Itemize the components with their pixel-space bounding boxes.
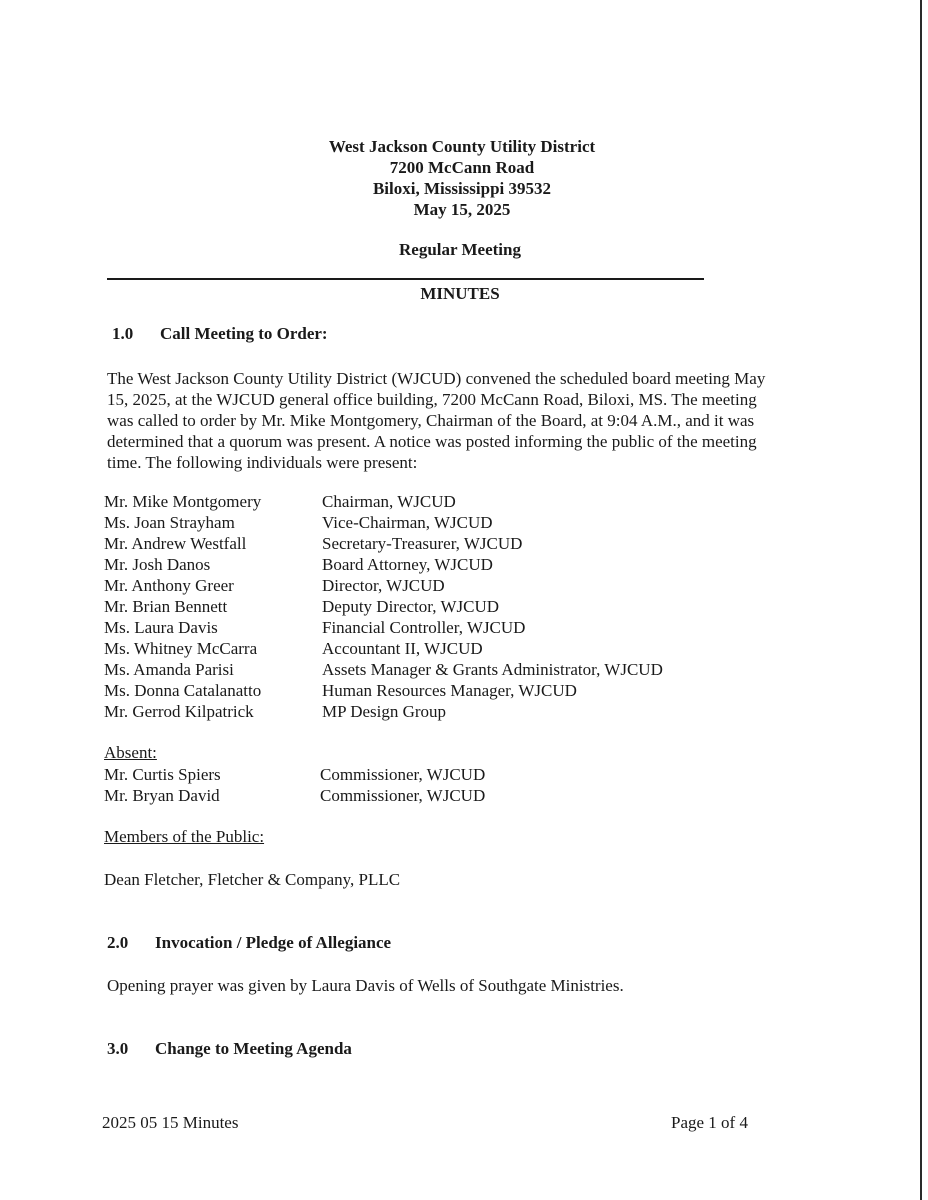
- attendee-title: Commissioner, WJCUD: [320, 765, 486, 784]
- address-line-2: Biloxi, Mississippi 39532: [372, 179, 552, 198]
- meeting-type: Regular Meeting: [399, 240, 521, 259]
- document-header: [0, 136, 928, 220]
- attendee-row: [104, 638, 483, 659]
- attendee-name: Mr. Curtis Spiers: [104, 765, 221, 784]
- meeting-date: May 15, 2025: [413, 200, 511, 219]
- attendee-title: MP Design Group: [322, 702, 447, 721]
- attendee-row: [104, 491, 456, 512]
- paragraph-line: time. The following individuals were present:: [107, 453, 418, 472]
- attendee-name: Ms. Whitney McCarra: [104, 639, 258, 658]
- attendee-name: Mr. Gerrod Kilpatrick: [104, 702, 254, 721]
- absent-label: Absent:: [104, 743, 157, 762]
- attendee-row: [104, 575, 445, 596]
- attendee-title: Financial Controller, WJCUD: [322, 618, 526, 637]
- attendee-name: Ms. Joan Strayham: [104, 513, 235, 532]
- attendee-name: Mr. Josh Danos: [104, 555, 211, 574]
- attendee-row: [104, 680, 577, 701]
- section-heading-2: [107, 933, 391, 953]
- section-title: Invocation / Pledge of Allegiance: [155, 933, 392, 952]
- public-label: Members of the Public:: [104, 827, 265, 846]
- attendee-title: Deputy Director, WJCUD: [322, 597, 499, 616]
- organization-name: West Jackson County Utility District: [328, 137, 596, 156]
- attendee-row: [104, 554, 493, 575]
- attendee-name: Mr. Andrew Westfall: [104, 534, 247, 553]
- address-line-1: 7200 McCann Road: [389, 158, 535, 177]
- attendee-name: Mr. Brian Bennett: [104, 597, 228, 616]
- invocation-text: Opening prayer was given by Laura Davis of Wells of Southgate Ministries.: [107, 976, 624, 995]
- header-divider: [107, 278, 704, 280]
- attendee-title: Human Resources Manager, WJCUD: [322, 681, 577, 700]
- footer-page-number: Page 1 of 4: [671, 1113, 748, 1132]
- public-entry: Dean Fletcher, Fletcher & Company, PLLC: [104, 870, 401, 889]
- attendee-row: [104, 617, 525, 638]
- attendee-title: Chairman, WJCUD: [322, 492, 456, 511]
- attendee-name: Mr. Bryan David: [104, 786, 220, 805]
- attendee-row: [104, 533, 522, 554]
- attendee-name: Ms. Laura Davis: [104, 618, 218, 637]
- document-label: MINUTES: [420, 284, 500, 303]
- paragraph-line: The West Jackson County Utility District (WJCUD) convened the scheduled board meeting May: [107, 369, 766, 388]
- section-title: Change to Meeting Agenda: [155, 1039, 352, 1058]
- attendee-name: Ms. Amanda Parisi: [104, 660, 234, 679]
- paragraph-line: 15, 2025, at the WJCUD general office building, 7200 McCann Road, Biloxi, MS. The meeting: [107, 390, 757, 409]
- absent-row: [104, 764, 485, 785]
- attendee-title: Commissioner, WJCUD: [320, 786, 486, 805]
- section-heading-3: [107, 1039, 352, 1059]
- call-to-order-paragraph: [107, 368, 817, 473]
- attendee-name: Ms. Donna Catalanatto: [104, 681, 262, 700]
- attendee-title: Vice-Chairman, WJCUD: [322, 513, 493, 532]
- section-number: 1.0: [112, 324, 134, 343]
- paragraph-line: was called to order by Mr. Mike Montgomery, Chairman of the Board, at 9:04 A.M., and it was: [107, 411, 755, 430]
- footer-document-id: 2025 05 15 Minutes: [102, 1113, 239, 1132]
- attendee-row: [104, 512, 493, 533]
- attendee-row: [104, 659, 663, 680]
- attendee-row: [104, 701, 446, 722]
- attendee-title: Board Attorney, WJCUD: [322, 555, 493, 574]
- attendee-name: Mr. Mike Montgomery: [104, 492, 262, 511]
- section-number: 2.0: [107, 933, 129, 952]
- section-heading-1: [112, 324, 328, 344]
- paragraph-line: determined that a quorum was present. A notice was posted informing the public of the meeting: [107, 432, 757, 451]
- attendee-title: Accountant II, WJCUD: [322, 639, 483, 658]
- section-number: 3.0: [107, 1039, 129, 1058]
- section-title: Call Meeting to Order:: [160, 324, 328, 343]
- attendee-name: Mr. Anthony Greer: [104, 576, 234, 595]
- attendee-title: Secretary-Treasurer, WJCUD: [322, 534, 523, 553]
- attendee-row: [104, 596, 499, 617]
- attendee-title: Director, WJCUD: [322, 576, 445, 595]
- absent-row: [104, 785, 485, 806]
- attendee-title: Assets Manager & Grants Administrator, WJCUD: [322, 660, 663, 679]
